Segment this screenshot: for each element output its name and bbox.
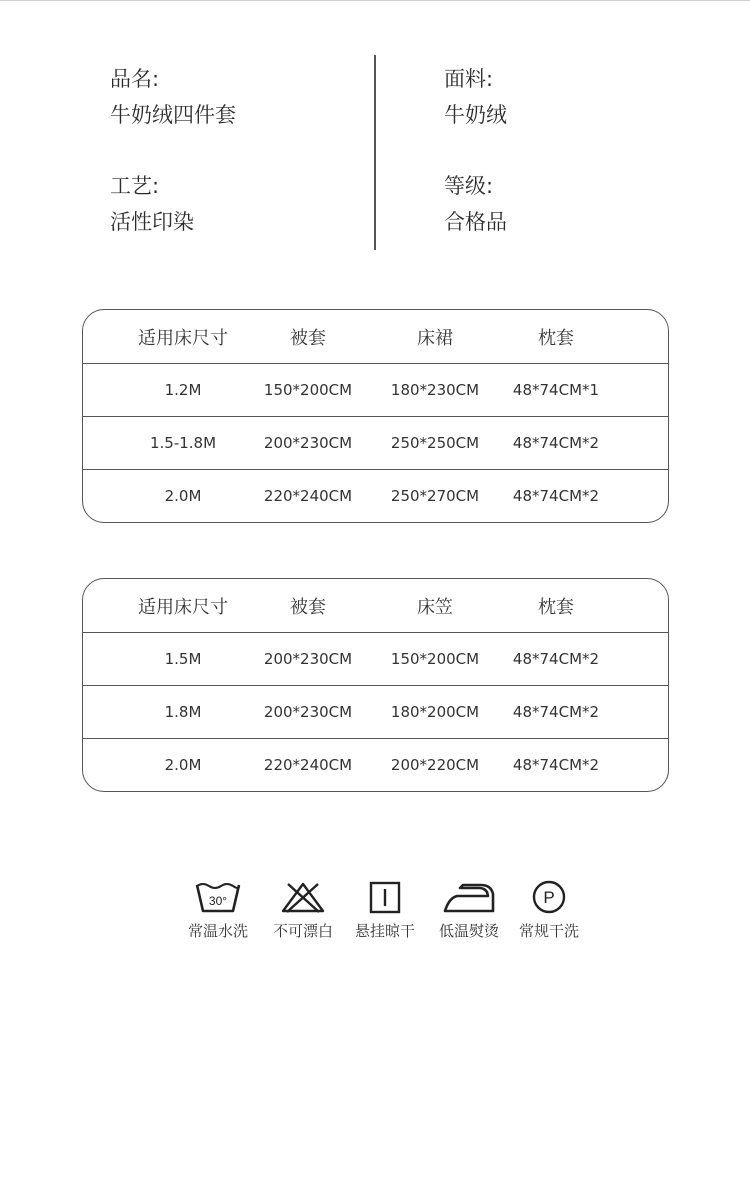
hang-dry-label: 悬挂晾干 xyxy=(354,922,415,940)
table-row xyxy=(83,738,668,791)
cell-bed-skirt: 250*270CM xyxy=(390,487,480,505)
care-item-dry-clean xyxy=(504,880,594,941)
craft-value: 活性印染 xyxy=(110,210,194,234)
no-bleach-label: 不可漂白 xyxy=(272,922,333,940)
craft-label: 工艺: xyxy=(110,174,160,198)
header-pillowcase: 枕套 xyxy=(538,596,574,618)
grade-label: 等级: xyxy=(444,174,494,198)
cell-duvet-cover: 220*240CM xyxy=(263,487,353,505)
care-item-iron xyxy=(424,880,514,941)
product-name-label: 品名: xyxy=(110,67,160,91)
cell-pillowcase: 48*74CM*2 xyxy=(512,703,600,721)
cell-duvet-cover: 200*230CM xyxy=(263,650,353,668)
dry-clean-letter: P xyxy=(543,888,555,907)
header-bed-size: 适用床尺寸 xyxy=(138,327,228,349)
table-row xyxy=(83,416,668,469)
cell-duvet-cover: 220*240CM xyxy=(263,756,353,774)
cell-pillowcase: 48*74CM*2 xyxy=(512,650,600,668)
header-duvet-cover: 被套 xyxy=(290,327,326,349)
header-fitted-sheet: 床笠 xyxy=(417,596,453,618)
cell-duvet-cover: 200*230CM xyxy=(263,434,353,452)
header-bed-size: 适用床尺寸 xyxy=(138,596,228,618)
cell-bed-size: 1.5M xyxy=(164,650,202,668)
table-row xyxy=(83,363,668,416)
cell-bed-size: 1.8M xyxy=(164,703,202,721)
cell-bed-size: 2.0M xyxy=(164,756,202,774)
care-item-hang-dry xyxy=(340,880,430,941)
cell-pillowcase: 48*74CM*2 xyxy=(512,756,600,774)
header-duvet-cover: 被套 xyxy=(290,596,326,618)
grade-value: 合格品 xyxy=(444,210,507,234)
cell-duvet-cover: 150*200CM xyxy=(263,381,353,399)
header-pillowcase: 枕套 xyxy=(538,327,574,349)
cell-pillowcase: 48*74CM*1 xyxy=(512,381,600,399)
fabric-value: 牛奶绒 xyxy=(444,103,507,127)
table-row xyxy=(83,632,668,685)
fabric-label: 面料: xyxy=(444,67,494,91)
cell-bed-size: 2.0M xyxy=(164,487,202,505)
care-item-wash xyxy=(173,880,263,941)
cell-duvet-cover: 200*230CM xyxy=(263,703,353,721)
size-table-fitted-sheet xyxy=(82,578,669,792)
iron-label: 低温熨烫 xyxy=(438,922,499,940)
no-bleach-icon xyxy=(279,880,327,914)
wash-temp-text: 30° xyxy=(208,894,228,908)
size-table-bed-skirt xyxy=(82,309,669,523)
wash-30-icon xyxy=(194,880,242,914)
cell-fitted-sheet: 180*200CM xyxy=(390,703,480,721)
cell-fitted-sheet: 150*200CM xyxy=(390,650,480,668)
cell-bed-size: 1.2M xyxy=(164,381,202,399)
grade-field xyxy=(444,173,684,235)
header-bed-skirt: 床裙 xyxy=(417,327,453,349)
dry-clean-label: 常规干洗 xyxy=(518,922,579,940)
cell-fitted-sheet: 200*220CM xyxy=(390,756,480,774)
table-header-row xyxy=(83,579,668,632)
table-row xyxy=(83,685,668,738)
craft-field xyxy=(110,173,350,235)
product-info xyxy=(0,0,750,260)
info-column-divider xyxy=(374,55,376,250)
product-name-value: 牛奶绒四件套 xyxy=(110,103,236,127)
cell-bed-size: 1.5-1.8M xyxy=(149,434,217,452)
wash-label: 常温水洗 xyxy=(187,922,248,940)
product-name-field xyxy=(110,66,350,128)
cell-bed-skirt: 180*230CM xyxy=(390,381,480,399)
table-header-row xyxy=(83,310,668,363)
dry-clean-p-icon xyxy=(525,880,573,914)
iron-low-icon xyxy=(441,880,497,914)
cell-pillowcase: 48*74CM*2 xyxy=(512,487,600,505)
cell-bed-skirt: 250*250CM xyxy=(390,434,480,452)
care-item-no-bleach xyxy=(258,880,348,941)
hang-dry-icon xyxy=(361,880,409,914)
care-instructions xyxy=(0,880,750,950)
cell-pillowcase: 48*74CM*2 xyxy=(512,434,600,452)
table-row xyxy=(83,469,668,522)
fabric-field xyxy=(444,66,684,128)
